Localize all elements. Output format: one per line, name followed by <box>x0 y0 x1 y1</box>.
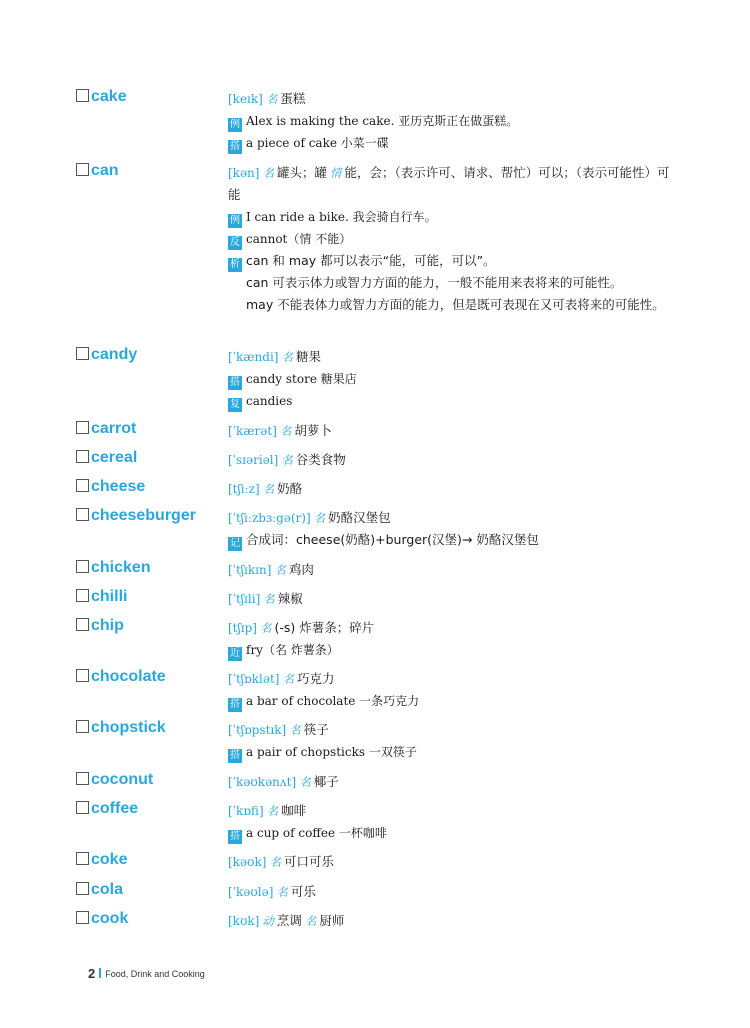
pos: 名 <box>281 350 293 364</box>
line: [ˈtʃiːzbɜːgə(r)] 名 奶酪汉堡包 <box>228 510 391 525</box>
synonym-tag-icon: 近 <box>230 648 240 659</box>
phon: [ˈtʃɪkɪn] <box>228 563 272 577</box>
en: a pair of chopsticks 一双筷子 <box>246 745 417 759</box>
pos: 名 <box>265 92 278 106</box>
checkbox-icon[interactable] <box>76 450 89 463</box>
line <box>228 368 678 390</box>
line: [ˈtʃɒpstɪk] 名 筷子 <box>228 722 329 737</box>
pos: 名 <box>274 563 286 577</box>
line: [kən] 名 罐头；罐 情 能，会；（表示许可、请求、帮忙）可以；（表示可能性）可能 <box>228 165 670 202</box>
headword: candy <box>76 346 137 364</box>
defs <box>228 588 678 610</box>
line: [ˈkɒfi] 名 咖啡 <box>228 803 307 818</box>
checkbox-icon[interactable] <box>76 560 89 573</box>
en: cannot（情 不能） <box>246 232 352 246</box>
checkbox-icon[interactable] <box>76 911 89 924</box>
line <box>228 228 678 250</box>
line: [ˈtʃɪkɪn] 名 鸡肉 <box>228 562 314 577</box>
en: a bar of chocolate 一条巧克力 <box>246 694 420 708</box>
pos: 名 <box>259 621 272 635</box>
chapter-title: Food, Drink and Cooking <box>105 969 205 979</box>
defs <box>228 449 678 471</box>
pos: 名 <box>299 775 311 789</box>
en: Alex is making the cake. 亚历克斯正在做蛋糕。 <box>246 114 519 128</box>
defs <box>228 346 678 412</box>
page-footer <box>88 966 205 981</box>
line <box>228 132 678 154</box>
en: fry（名 炸薯条） <box>246 643 339 657</box>
defs <box>228 162 678 316</box>
pos: 名 <box>262 166 274 180</box>
phon: [kʊk] <box>228 914 260 928</box>
phon: [tʃɪp] <box>228 621 257 635</box>
line: [keɪk] 名 蛋糕 <box>228 91 306 106</box>
phon: [keɪk] <box>228 92 263 106</box>
headword: coffee <box>76 800 138 818</box>
pos: 名 <box>313 511 326 525</box>
phon: [ˈkəʊkənʌt] <box>228 775 297 789</box>
pos: 名 <box>304 914 317 928</box>
phon: [ˈsɪəriəl] <box>228 453 279 467</box>
line: [ˈkəʊlə] 名 可乐 <box>228 884 316 899</box>
checkbox-icon[interactable] <box>76 508 89 521</box>
line: [tʃɪp] 名 (-s) 炸薯条；碎片 <box>228 620 375 635</box>
collocation-tag-icon: 搭 <box>230 750 240 761</box>
defs <box>228 88 678 154</box>
line: [tʃiːz] 名 奶酪 <box>228 481 303 496</box>
line: [kəʊk] 名 可口可乐 <box>228 854 334 869</box>
line: [ˈtʃɪli] 名 辣椒 <box>228 591 303 606</box>
collocation-tag-icon: 搭 <box>230 831 240 842</box>
defs <box>228 851 678 873</box>
checkbox-icon[interactable] <box>76 347 89 360</box>
headword: cheese <box>76 478 145 496</box>
antonym-tag-icon: 反 <box>230 237 240 248</box>
line <box>228 206 678 228</box>
memory-tag-icon: 记 <box>230 538 240 549</box>
line: 记 合成词：cheese(奶酪)+burger(汉堡)→ 奶酪汉堡包 <box>230 532 539 549</box>
line: [ˈkændi] 名 糖果 <box>228 349 321 364</box>
headword: cook <box>76 910 128 928</box>
checkbox-icon[interactable] <box>76 882 89 895</box>
phon: [ˈtʃɪli] <box>228 592 261 606</box>
line: [ˈkærət] 名 胡萝卜 <box>228 423 332 438</box>
defs <box>228 420 678 442</box>
phon: [ˈkəʊlə] <box>228 885 274 899</box>
phon: [ˈtʃɒklət] <box>228 672 280 686</box>
phon: [kən] <box>228 166 260 180</box>
line <box>228 690 678 712</box>
checkbox-icon[interactable] <box>76 89 89 102</box>
phon: [ˈkændi] <box>228 350 279 364</box>
en: a piece of cake 小菜一碟 <box>246 136 389 150</box>
checkbox-icon[interactable] <box>76 618 89 631</box>
page-number: 2 <box>88 966 96 981</box>
phon: [kəʊk] <box>228 855 267 869</box>
en: a cup of coffee 一杯咖啡 <box>246 826 387 840</box>
en: candies <box>246 394 293 408</box>
collocation-tag-icon: 搭 <box>230 377 240 388</box>
pos: 情 <box>329 166 342 180</box>
headword: chicken <box>76 559 151 577</box>
pos: 名 <box>262 482 275 496</box>
pos: 名 <box>281 453 293 467</box>
checkbox-icon[interactable] <box>76 589 89 602</box>
checkbox-icon[interactable] <box>76 421 89 434</box>
defs <box>228 910 678 932</box>
pos: 名 <box>282 672 294 686</box>
headword: cola <box>76 881 123 899</box>
line <box>228 390 678 412</box>
checkbox-icon[interactable] <box>76 163 89 176</box>
checkbox-icon[interactable] <box>76 669 89 682</box>
pos: 名 <box>279 424 292 438</box>
pos: 名 <box>263 592 275 606</box>
plural-tag-icon: 复 <box>230 399 240 410</box>
defs <box>228 478 678 500</box>
pos: 动 <box>262 914 274 928</box>
defs <box>228 668 678 712</box>
pos: 名 <box>266 804 279 818</box>
line <box>228 822 678 844</box>
line: [kʊk] 动 烹调 名 厨师 <box>228 913 345 928</box>
line: 析 can 和 may 都可以表示“能，可能，可以”。 <box>230 253 496 270</box>
headword: chocolate <box>76 668 166 686</box>
analysis-tag-icon: 析 <box>230 259 240 270</box>
phon: [ˈkærət] <box>228 424 277 438</box>
line <box>228 110 678 132</box>
checkbox-icon[interactable] <box>76 852 89 865</box>
checkbox-icon[interactable] <box>76 479 89 492</box>
checkbox-icon[interactable] <box>76 720 89 733</box>
line: [ˈkəʊkənʌt] 名 椰子 <box>228 774 339 789</box>
en: I can ride a bike. 我会骑自行车。 <box>246 210 437 224</box>
pos: 名 <box>289 723 301 737</box>
headword: carrot <box>76 420 136 438</box>
phon: [ˈkɒfi] <box>228 804 264 818</box>
headword: chopstick <box>76 719 166 737</box>
headword: chip <box>76 617 124 635</box>
pos: 名 <box>269 855 281 869</box>
en: candy store 糖果店 <box>246 372 357 386</box>
collocation-tag-icon: 搭 <box>230 141 240 152</box>
defs <box>228 507 678 551</box>
line: may 不能表体力或智力方面的能力，但是既可表现在又可表将来的可能性。 <box>246 297 665 312</box>
line: can 可表示体力或智力方面的能力，一般不能用来表将来的可能性。 <box>246 275 623 290</box>
headword: coke <box>76 851 127 869</box>
pos: 名 <box>276 885 288 899</box>
collocation-tag-icon: 搭 <box>230 699 240 710</box>
headword: can <box>76 162 119 180</box>
line: [ˈsɪəriəl] 名 谷类食物 <box>228 452 346 467</box>
example-tag-icon: 例 <box>230 119 240 130</box>
defs <box>228 800 678 844</box>
divider <box>99 968 101 978</box>
defs <box>228 881 678 903</box>
headword: coconut <box>76 771 153 789</box>
line <box>228 741 678 763</box>
phon: [ˈtʃɒpstɪk] <box>228 723 287 737</box>
headword: cake <box>76 88 127 106</box>
defs <box>228 719 678 763</box>
headword: cheeseburger <box>76 507 196 525</box>
line: [ˈtʃɒklət] 名 巧克力 <box>228 671 335 686</box>
headword: chilli <box>76 588 127 606</box>
defs <box>228 559 678 581</box>
checkbox-icon[interactable] <box>76 801 89 814</box>
line <box>228 639 678 661</box>
defs <box>228 617 678 661</box>
phon: [tʃiːz] <box>228 482 260 496</box>
example-tag-icon: 例 <box>230 215 240 226</box>
checkbox-icon[interactable] <box>76 772 89 785</box>
defs <box>228 771 678 793</box>
phon: [ˈtʃiːzbɜːgə(r)] <box>228 511 311 525</box>
headword: cereal <box>76 449 137 467</box>
